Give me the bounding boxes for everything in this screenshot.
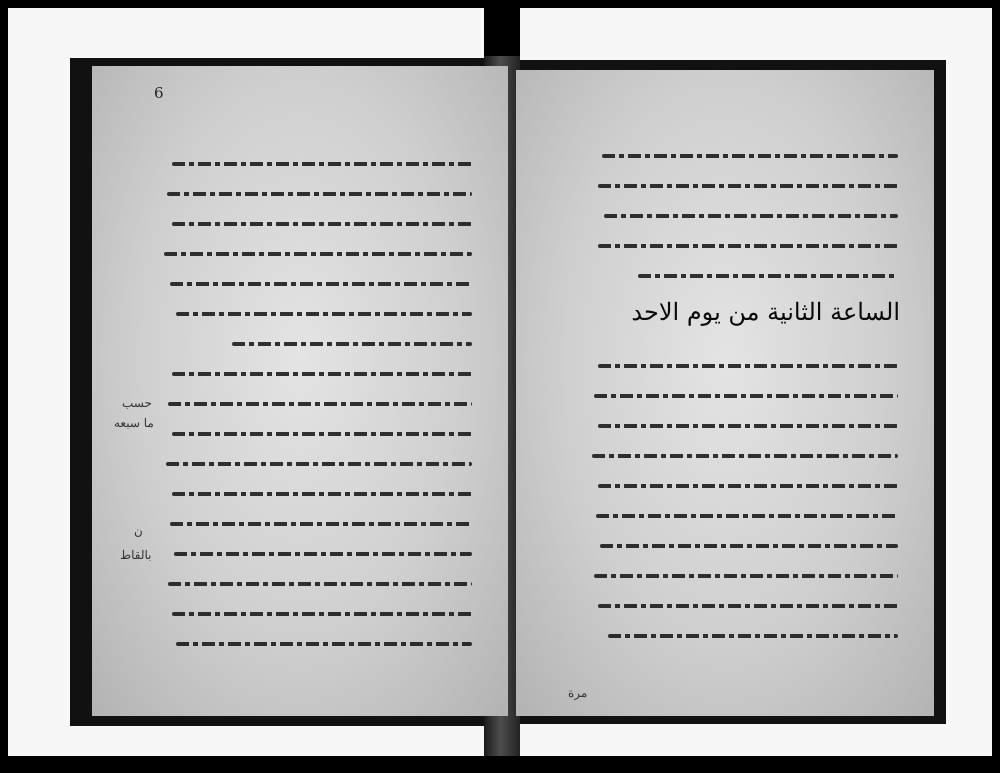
margin-note: ن [134, 524, 143, 538]
handwritten-line [598, 364, 898, 368]
handwritten-line [598, 244, 898, 248]
right-handwriting [588, 128, 898, 278]
handwritten-line [604, 214, 898, 218]
handwritten-line [176, 642, 472, 646]
handwritten-line [592, 454, 898, 458]
handwritten-line [172, 432, 472, 436]
handwritten-line [167, 192, 472, 196]
handwritten-line [168, 582, 472, 586]
handwritten-line [594, 394, 898, 398]
handwritten-line [638, 274, 898, 278]
handwritten-line [164, 252, 472, 256]
handwritten-line [594, 574, 898, 578]
folio-number: 6 [154, 84, 164, 102]
handwritten-line [172, 612, 472, 616]
left-handwriting [162, 136, 472, 646]
handwritten-line [166, 462, 472, 466]
handwritten-line [598, 604, 898, 608]
page-footer-word: مرة [568, 686, 588, 700]
handwritten-line [598, 484, 898, 488]
margin-note: حسب [122, 396, 152, 410]
handwritten-line [170, 282, 472, 286]
handwritten-line [596, 514, 898, 518]
section-heading: الساعة الثانية من يوم الاحد [631, 298, 900, 326]
handwritten-line [598, 424, 898, 428]
handwritten-line [602, 154, 898, 158]
left-manuscript-page [92, 66, 508, 716]
margin-note: بالقاط [120, 548, 152, 562]
margin-note: ما سبعه [114, 416, 154, 430]
handwritten-line [170, 522, 472, 526]
handwritten-line [174, 552, 472, 556]
right-handwriting-lower [588, 338, 898, 638]
handwritten-line [600, 544, 898, 548]
handwritten-line [172, 222, 472, 226]
handwritten-line [608, 634, 898, 638]
handwritten-line [598, 184, 898, 188]
handwritten-line [168, 402, 472, 406]
handwritten-line [176, 312, 472, 316]
handwritten-line [172, 492, 472, 496]
handwritten-line [172, 162, 472, 166]
handwritten-line [232, 342, 472, 346]
handwritten-line [172, 372, 472, 376]
right-manuscript-page [516, 70, 934, 716]
